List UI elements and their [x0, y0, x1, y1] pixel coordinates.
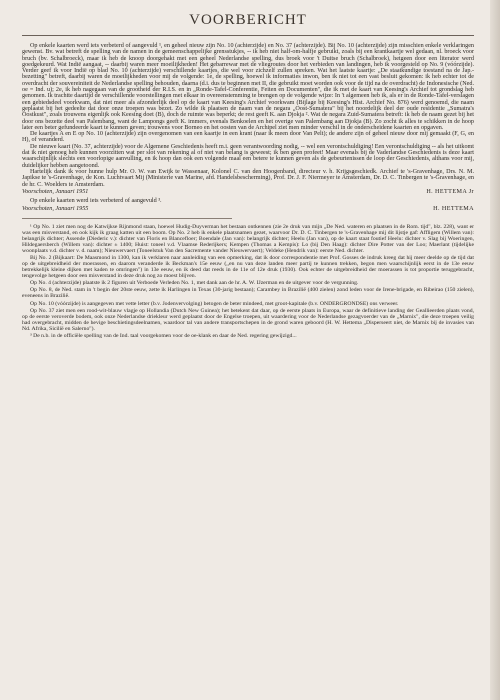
signature-place: Voorschoten, Januari 1955 [22, 205, 89, 212]
intro-paragraph-2: De kaartjes A en E op No. 10 (achterzijde) zijn overgenomen van een kaartje in een krant (naar ik meen door Van Pelt); de andere zijn of geheel nieuw door mij gemaakt (F, G, en H), of veranderd. [22, 131, 474, 144]
signature-name: H. HETTEMA Jr [426, 188, 474, 195]
intro-paragraph-1: Op enkele kaarten werd iets verbeterd of aangevuld ¹, en geheel nieuw zijn No. 10 (achterzijde) en No. 37 (achterzijde). Bij No. 10 (achterzijde) zijn misschien enkele verklaringen gewenst. Bv. wat betreft de spelling van de namen in de gemeenschappelijke grensstukjes, -- ik heb niet half-om-halfje gebruikt, zoals bij een krantkaartje wel gedaan, nl. broeck voor bruch (bv. Schalbroeck), maar ik heb de knoop doorgehakt met een geheel Nederlandse spelling, dus broek voor 't Duitse bruch (Schalbroek), hetgeen door een literator werd goedgekeurd. Wat Indië aangaat, -- daarbij waren meer moeilijkheden! Het gebarrewar met de vliegroutes door het verbieden van landingen, heb ik voorgesteld op No. 9 (vóórzijde). Verder geef ik voor Indië op blad No. 10 (achterzijde) verschillende kaartjes, die wel voor zichzelf zullen spreken. Wat het laatste kaartje: „De staatkundige toestand na de Jap.-bezetting" betreft, daarbij waren de moeilijkheden voor mij de volgende: 1e, de spelling, hoewel ik informaties inwon, ben ik niet tot een vast besluit gekomen: ik heb echter tot de overdracht der souvereiniteit de Nederlandse spelling behouden, daarna (d.i. dus te beginnen met II, die gebruikt moet worden ook voor de tijd na de overdracht) de Indonesische (Ned. oe = Ind. u); 2e, ik heb nagegaan van de grootheid der R.I.S. en in „Ronde-Tafel-Conferentie, Feiten en Documenten", die ik met de kaart van Keesing's Archief tot grondslag heb genomen. Ik trachtte daartijd de verschillende voorstellingen met elkaar in overeenstemming te brengen op de volgende wijze: In 't algemeen heb ik, als er in de Ronde-Tafel-verslagen een gebiedsdeel voorkwam, dat niet meer als afzonderlijk deel op de kaart van Keesing's Archief voorkwam (Bijlage bij Keesing's Hist. Archief No. 876) werd genoemd, die naam geplaatst bij het gedeelte dat door onze troepen was bezet. Zo wilde ik plaatsen de naam van de negara „Oost-Sumatera" bij het noordelijk deel der oude residentie „Sumatra's Oostkust", zoals trouwens eigenlijk ook Keesing doet (B), doch de ruimte was beperkt; de rest geeft K. aan Djokja ². Wat de negara Zuid-Sumatera betreft: ik heb de naam gezet bij het door ons bezette deel van Palembang, want de Lampongs geeft K. immers, evenals Benkoelen en het overige van Palembang aan Djokja (B). Zo zocht ik alles te schikken in de hoop later een beter gefundeerde kaart te kunnen geven; trouwens voor Borneo en het oosten van de Archipel ziet men minder verschil in de onderscheidene kaarten en opgaven. [22, 43, 474, 131]
page-edge-shadow [490, 0, 500, 700]
footnotes [22, 225, 474, 339]
intro-paragraph-4: Hartelijk dank ik voor hunne hulp Mr. O. W. van Ewijk te Wassenaar, Kolonel C. van den Hoogenband, directeur v. h. Krijgsgeschiedk. Archief te 's-Gravenhage, Drs. N. M. Japikse te 's-Gravenhage, de Kon. Luchtvaart Mij (Ministerie van Marine, afd. Handelsbescherming), Prof. Dr. J. F. Niermeyer te Amsterdam, Dr. D. C. Tinbergen te 's-Gravenhage, en de hr. C. Woelders te Amsterdam. [22, 168, 474, 188]
page-content [22, 8, 474, 692]
signature-name: H. HETTEMA [433, 205, 474, 212]
page-title: VOORBERICHT [189, 12, 307, 28]
intro-paragraph-3: De nieuwe kaart (No. 37, achterzijde) voor de Algemene Geschiedenis heeft m.i. geen verantwoording nodig, -- wel een verontschuldiging! Een verontschuldiging -- als het uitkomt dat ik niet genoeg heb kunnen voorzitten wat per slot van rekening al of niet van belang is geweest; ik ben geen profeet! Maar evenals bij de Vaderlandse Geschiedenis is deze kaart waarschijnlijk slechts een voorlopige aanvulling, en ik hoop dan ook een volgende maal een betere te kunnen geven als de gebeurtenissen de loop der Geschiedenis, althans voor mij, duidelijker hebben aangetoond. [22, 143, 474, 169]
footnote-3: Op No. 4 (achterzijde) plaatste ik 2 figuren uit Verboede Verleden No. 1, met dank aan de hr. A. W. IJzerman en de uitgever voor de vergunning. [30, 280, 359, 287]
signature-place: Voorschoten, Januari 1951 [22, 188, 89, 195]
title-rule [22, 35, 474, 36]
footnote-7: ³ De n.b. in de officiële spelling van de Ind. taal voorgekomen voor de oe-klank en daar de Ned. regering gewijzigd... [30, 332, 297, 339]
signature-1951 [22, 189, 474, 196]
signature-1955 [22, 206, 474, 213]
footnote-2: Bij No. 2 (Bijkaart: De Maasmond in 1300, kan ik verklaren naar aanleiding van een opmerking, dat ik door correspondentie met Prof. Gosses de indruk kreeg dat hij meer deelde op de tijd dat op de uitgebreidheid der moerassen, en daarom veranderde ik Beckman's 15e eeuw (,,en nu van deze landen meer partij te kunnen trekken, begon men waarschijnlijk eerst in de 13e eeuw betrekkelijk kleine dijken met kaden te omringen") in 13e eeuw, en ik deed dat reeds in de 11e of 12e druk (1930). Ook echter de uitgebreidheid der moerassen is tot proportie teruggebracht, tengevolge hetgeen door een misverstand in deze druk nog zo moest blijven. [22, 255, 474, 280]
footnote-6: Op No. 37 ziet men een rood-wit-blauw vlagje op Hollandia (Dutch New Guinea); het betekent dat daar, op de eerste plaats in Europa, waar de definitieve landing der Geallieerden plaats vond, op de eerste veroverde bodem, ook onze Nederlandse driekleur werd geplaatst door de Engelse troepen, uit waardering voor de Nederlandse gezagvoerder van de „Marnix", die deze troepen veilig had overgebracht, midden de hevige beschietingsdeelnamen, waardoor tal van andere transportschepen in de grond waren geboord (H. W. Hettema „Disperseert niet, de Marnix bij de invasies van Nd. Afrika, Sicilië en Salerno"). [22, 307, 474, 332]
footnote-4: Op No. 8, de Ned. stam in 't begin der 20ste eeuw, zette ik Harlingen in Texas (30-jarig bestaan); Carambey in Brazilië (400 zielen) zond leden voor de Irene-brigade, en Ribeirao (150 zielen), eveneens in Brazilië. [22, 287, 474, 300]
footnote-5: Op No. 10 (vóórzijde) is aangegeven met vette letter (b.v. Jodenvervolging) betogen de beter mindeed, met groot-kapitale (b.v. ONDERGRONDSE) ons verweer. [30, 300, 399, 307]
footnote-separator [22, 218, 232, 219]
intro-paragraph-5: Op enkele kaarten werd iets verbeterd of aangevuld ³. [30, 198, 162, 205]
footnote-1: ¹ Op No. 1 ziet men nog de Katwijkse Rijnmond staan, hoewel Hudig-Duyverman het bestaan ontkennen (zie 2e druk van mijn „De Ned. wateren en plaatsen in de Rom. tijd", blz. 228), want er was een misverstand, en ook kijk ik graag katten uit een boom. Op No. 2 heb ik enkele plaatsnamen gezet, waarvoor Dr. D. C. Tinbergen te 's-Gravenhage mij dit lijstje gaf: Affligem (Willem van): belangrijk dichter; Assende (Diederic v.): dichter van Floris en Blancefloer; Boendale (Jan van): belangrijk dichter; Heelu (Jan van), op de kaart staat foutief Heelu: dichter v. Slag bij Woeringen, Hildegaersberch (Willem van): dichter ± 1400; Huist: toneel v.d. Vlaamse Rederijkers; Kempen (Thomas a Kempis): Lo (bij Den Haag): dichter Dire Potter van der Loo; Maerlant (tijdelijke woonplaats v.d. dichter v. d. naam); Nieuwervaert (Toneelstuk Van den Sacremente vander Nieuwervaert); Veldeke (Hendrik van): eerste Ned. dichter. [22, 224, 474, 255]
